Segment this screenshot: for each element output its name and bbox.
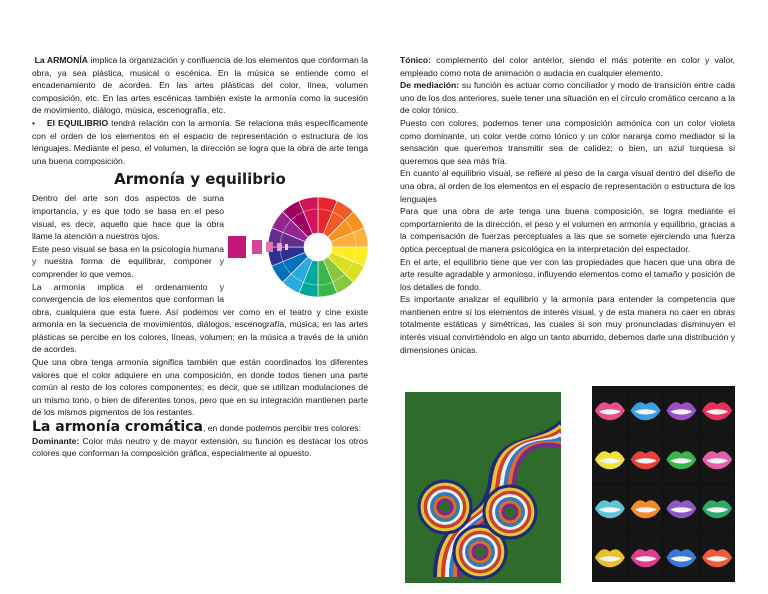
lips-tile <box>629 485 663 532</box>
pop-art-lips-image <box>592 386 735 582</box>
paragraph-dominante: Dominante: Color más neutro y de mayor extensión, su función es destacar los otros colores que conforman la composición gráfica, especialmente al opuesto. <box>32 435 368 459</box>
paragraph-colores: Puesto con colores, podemos tener una composición armónica con un color violeta como dominante, un color verde como tónico y un color naranja como mediador si la sensación que queremos transmitir sea de calidez; o bien, un azul turquesa si queremos que sea más fría. <box>400 117 735 166</box>
right-column <box>400 54 735 356</box>
lips-tile <box>700 485 734 532</box>
lips-tile <box>593 485 627 532</box>
lips-tile <box>593 534 627 581</box>
lips-tile <box>629 436 663 483</box>
swatch <box>285 244 288 250</box>
paragraph-peso-visual: Dentro del arte son dos aspectos de suma importancia, y es que todo se basa en el peso visual, es decir, aquello que hace que la obra llame la atención a nuestros ojos. <box>32 193 224 242</box>
paragraph-analizar: Es importante analizar el equilibrio y la armonía para entender la competencia que mantienen entre sí los elementos de interés visual, y de esta manera no caer en obras totalmente estáticas y simétricas, las cuales si son muy pronunciadas disminuyen el interés visual convirtiéndolo en algo un tanto aburrido, debemos darle una distribución y dimensiones únicas. <box>400 294 735 355</box>
term-equilibrio: El EQUILIBRIO <box>46 117 109 128</box>
lips-tile <box>629 534 663 581</box>
paragraph-mediacion: De mediación: su función es actuar como conciliador y modo de transición entre cada uno de los dos anteriores, suele tener una situación en el círculo cromático cercano a la de color tónico. <box>400 80 735 116</box>
paragraph-armonia: La ARMONÍA implica la organización y confluencia de los elementos que conforman la obra, ya sea plástica, musical o escénica. En la música se entiende como el encadenamiento de acordes. En las artes plásticas del color, línea, volumen composición, etc. En las artes escénicas también existe la armonía como la sucesión de movimiento, diálogo, música, escenografía, etc. <box>32 55 368 116</box>
paragraph-composicion: Para que una obra de arte tenga una buena composición, se logra mediante el comportamiento de la dirección, el peso y el volumen en armonía y equilibrio, gracias a la compensación de fuerzas perceptuales a las que se somete ejerciendo una fuerza óptica perceptual de manera psicológica en la interpretación del espectador. <box>400 206 735 254</box>
swatch <box>252 240 262 254</box>
lips-tile <box>700 534 734 581</box>
op-art-painting-image <box>405 392 561 583</box>
paragraph-tonico: Tónico: complemento del color anterior, siendo el más potente en color y valor, empleado como nota de animación o audacia en cualquier elemento. <box>400 55 735 78</box>
color-wheel-image <box>228 192 368 304</box>
lips-tile <box>665 534 699 581</box>
lips-tile <box>700 436 734 483</box>
lips-tile <box>665 387 699 434</box>
paragraph-psicologia: Este peso visual se basa en la psicología humana y nuestra forma de equilibrar, componer y comprender lo que vemos. <box>32 243 224 279</box>
lips-tile <box>593 436 627 483</box>
paragraph-equilibrio: • El EQUILIBRIO tendrá relación con la armonía. Se relaciona más específicamente con el orden de los elementos en el espacio de representación o estructura de los lenguajes. Mediante el peso, el volumen, la dirección se logra que la obra de arte tenga una buena composición. <box>32 117 369 166</box>
section-heading: Armonía y equilibrio <box>114 170 286 189</box>
paragraph-valores-color: Que una obra tenga armonía significa también que están coordinados los diferentes valores que el color adquiere en una composición, en donde todos tienen una parte común al resto de los colores componentes; es decir, que se utilizan modulaciones de un mismo tono, o bien de diferentes tonos, pero que en su integración mantienen parte de los mismos pigmentos de los restantes. <box>32 357 368 418</box>
wheel-center <box>304 233 332 261</box>
term-armonia: La ARMONÍA <box>34 55 88 65</box>
swatch <box>266 242 273 252</box>
paragraph-arte-equilibrio: En el arte, el equilibrio tiene que ver con las propiedades que hacen que una obra de arte resulte agradable y armonioso, influyendo elementos como el tamaño y posición de los detalles de fondo. <box>400 256 735 292</box>
lips-tile <box>629 387 663 434</box>
lips-tile <box>665 436 699 483</box>
heading-armonia-cromatica: La armonía cromática, en donde podemos percibir tres colores: <box>32 419 362 436</box>
swatch <box>228 236 246 258</box>
lips-tile <box>700 387 734 434</box>
paragraph-ordenamiento: La armonía implica el ordenamiento y convergencia de los elementos que conforman la obra, cualquiera que esta fuere. Así podemos ver como en el teatro y cine existe armonía en la secuencia de movimientos, diálogos, escenografía, música; en las artes plásticas se percibe en los colores, líneas, volumen; en la música a través de la unión de acordes. <box>32 281 368 355</box>
paragraph-equilibrio-visual: En cuanto al equilibrio visual, se refiere al peso de la carga visual dentro del diseño de una obra, al orden de los elementos en el espacio de representación o estructura de los lenguajes <box>400 168 735 204</box>
swatch <box>277 243 282 251</box>
lips-tile <box>665 485 699 532</box>
lips-tile <box>593 387 627 434</box>
left-column <box>32 54 368 460</box>
